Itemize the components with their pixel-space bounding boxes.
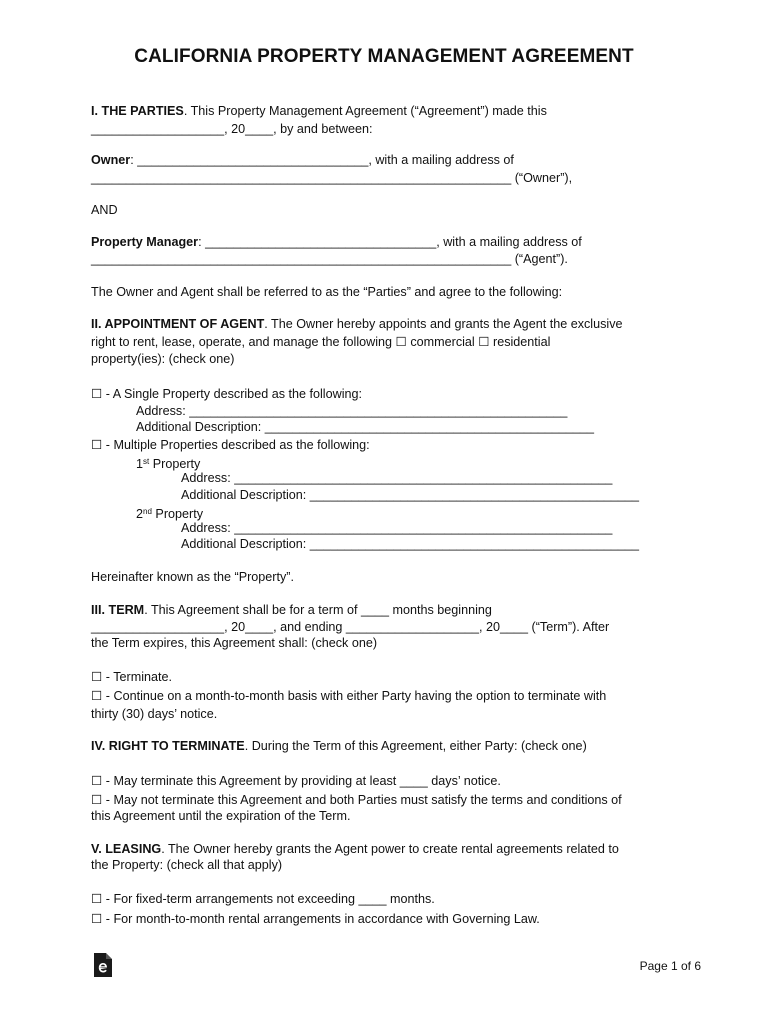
leasing-option-fixed-term: ☐ - For fixed-term arrangements not exceeding ____ months. bbox=[91, 892, 435, 906]
appointment-line-3: property(ies): (check one) bbox=[91, 352, 235, 366]
leasing-text: . The Owner hereby grants the Agent power to create rental agreements related to bbox=[161, 842, 619, 856]
parties-definition: The Owner and Agent shall be referred to as the “Parties” and agree to the following: bbox=[91, 285, 563, 299]
appointment-line-1 bbox=[91, 316, 701, 332]
first-property-text: Property bbox=[149, 457, 201, 471]
and-text: AND bbox=[91, 203, 118, 217]
terminate-option-may-not-2: this Agreement until the expiration of the Term. bbox=[91, 809, 351, 823]
second-property-text: Property bbox=[151, 507, 204, 521]
parties-line-1 bbox=[91, 103, 701, 119]
term-line-1 bbox=[91, 602, 701, 618]
second-property-suffix: nd bbox=[143, 507, 152, 516]
term-option-terminate: ☐ - Terminate. bbox=[91, 670, 173, 684]
single-description-field: Additional Description: _______________________________________________ bbox=[136, 420, 594, 434]
page-number: Page 1 of 6 bbox=[639, 959, 701, 973]
hereinafter-text: Hereinafter known as the “Property”. bbox=[91, 570, 294, 584]
eforms-logo-icon bbox=[92, 952, 114, 978]
first-property-number: 1 bbox=[136, 457, 144, 471]
term-heading: III. TERM bbox=[91, 603, 145, 617]
terminate-option-may-not-1: ☐ - May not terminate this Agreement and both Parties must satisfy the terms and conditions of bbox=[91, 793, 622, 807]
single-address-field: Address: ______________________________________________________ bbox=[136, 404, 568, 418]
terminate-text: . During the Term of this Agreement, either Party: (check one) bbox=[244, 739, 587, 753]
owner-line-1 bbox=[91, 152, 701, 168]
appointment-text: . The Owner hereby appoints and grants the Agent the exclusive bbox=[264, 317, 623, 331]
parties-line-2: ___________________, 20____, by and between: bbox=[91, 122, 373, 136]
term-option-continue-2: thirty (30) days’ notice. bbox=[91, 707, 218, 721]
terminate-option-may: ☐ - May terminate this Agreement by providing at least ____ days’ notice. bbox=[91, 774, 501, 788]
first-property-suffix: st bbox=[143, 457, 150, 466]
manager-line-1 bbox=[91, 234, 701, 250]
first-description-field: Additional Description: _______________________________________________ bbox=[181, 488, 639, 502]
appointment-line-2: right to rent, lease, operate, and manage the following ☐ commercial ☐ residential bbox=[91, 335, 551, 349]
manager-label: Property Manager bbox=[91, 235, 199, 249]
appointment-heading: II. APPOINTMENT OF AGENT bbox=[91, 317, 265, 331]
second-address-field: Address: ______________________________________________________ bbox=[181, 521, 613, 535]
document-title: CALIFORNIA PROPERTY MANAGEMENT AGREEMENT bbox=[134, 46, 634, 67]
term-line-2: ___________________, 20____, and ending ___________________, 20____ (“Term”). After bbox=[91, 620, 610, 634]
leasing-option-month-to-month: ☐ - For month-to-month rental arrangements in accordance with Governing Law. bbox=[91, 912, 540, 926]
parties-heading: I. THE PARTIES bbox=[91, 104, 184, 118]
owner-text: : _________________________________, with a mailing address of bbox=[130, 153, 514, 167]
owner-line-2: ____________________________________________________________ (“Owner”), bbox=[91, 171, 573, 185]
leasing-heading: V. LEASING bbox=[91, 842, 162, 856]
parties-text: . This Property Management Agreement (“Agreement”) made this bbox=[183, 104, 547, 118]
single-property-option: ☐ - A Single Property described as the following: bbox=[91, 387, 363, 401]
owner-label: Owner bbox=[91, 153, 131, 167]
second-description-field: Additional Description: _______________________________________________ bbox=[181, 537, 639, 551]
multiple-properties-option: ☐ - Multiple Properties described as the following: bbox=[91, 438, 370, 452]
term-option-continue-1: ☐ - Continue on a month-to-month basis with either Party having the option to terminate with bbox=[91, 689, 607, 703]
term-line-3: the Term expires, this Agreement shall: (check one) bbox=[91, 636, 378, 650]
terminate-line-1 bbox=[91, 738, 701, 754]
manager-line-2: ____________________________________________________________ (“Agent”). bbox=[91, 252, 568, 266]
first-address-field: Address: ______________________________________________________ bbox=[181, 471, 613, 485]
manager-text: : _________________________________, with a mailing address of bbox=[198, 235, 582, 249]
leasing-line-1 bbox=[91, 841, 701, 857]
leasing-line-2: the Property: (check all that apply) bbox=[91, 858, 283, 872]
term-text: . This Agreement shall be for a term of ____ months beginning bbox=[144, 603, 492, 617]
second-property-number: 2 bbox=[136, 507, 144, 521]
terminate-heading: IV. RIGHT TO TERMINATE bbox=[91, 739, 245, 753]
